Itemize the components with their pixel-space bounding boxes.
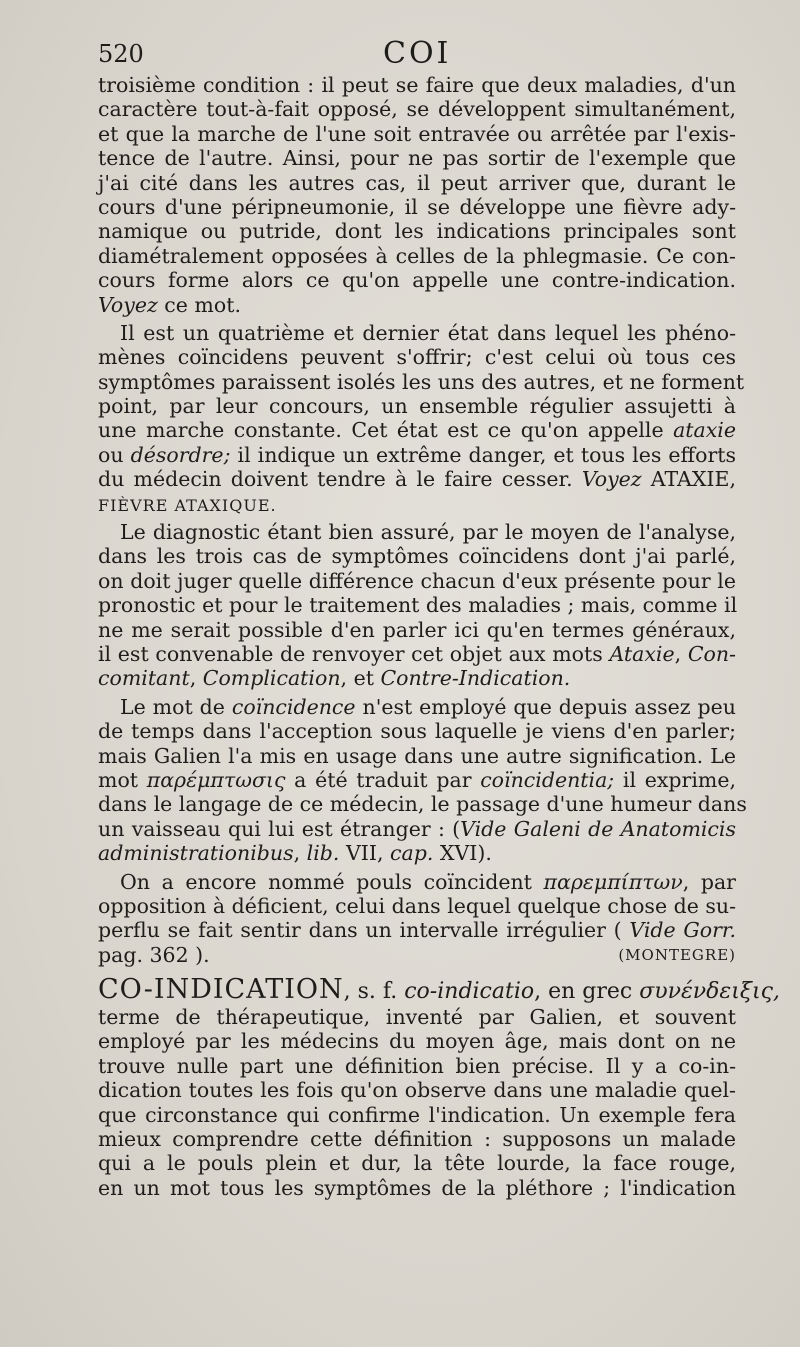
- text-line: [98, 768, 736, 792]
- text-line: cours d'une péripneumonie, il se développe une fièvre ady-: [98, 194, 736, 219]
- text-line: [98, 817, 736, 841]
- text-line: employé par les médecins du moyen âge, mais dont on ne: [98, 1029, 736, 1054]
- italic-text: coïncidence: [231, 694, 356, 719]
- text-line: on doit juger quelle différence chacun d'eux présente pour le: [98, 568, 736, 593]
- greek-text: παρεμπίπτων: [543, 869, 683, 894]
- text-run: ,: [189, 666, 203, 691]
- text-line: [98, 841, 736, 865]
- text-line: namique ou putride, dont les indications principales sont: [98, 219, 736, 244]
- text-run: , s. f.: [343, 979, 405, 1005]
- text-run: il indique un extrême danger, et tous les efforts: [230, 442, 737, 467]
- italic-text: lib.: [306, 841, 340, 866]
- text-line: pronostic et pour le traitement des maladies ; mais, comme il: [98, 593, 738, 618]
- text-line: [98, 642, 736, 666]
- text-line: opposition à déficient, celui dans lequel quelque chose de su-: [98, 893, 737, 918]
- text-line: de temps dans l'acception sous laquelle je viens d'en parler;: [98, 719, 736, 744]
- text-line: [98, 695, 736, 719]
- paragraph-2: [98, 320, 745, 516]
- text-run: ,: [293, 841, 307, 866]
- italic-text: Voyez: [98, 292, 158, 317]
- text-line: mais Galien l'a mis en usage dans une autre signification. Le: [98, 743, 736, 768]
- author-attribution: (MONTEGRE): [618, 945, 736, 964]
- italic-text: cap.: [390, 841, 434, 866]
- text-line: qui a le pouls plein et dur, la tête lourde, la face rouge,: [98, 1151, 736, 1176]
- italic-text: Ataxie: [609, 641, 675, 666]
- text-line: terme de thérapeutique, inventé par Galien, et souvent: [98, 1005, 736, 1030]
- text-line: [98, 443, 736, 467]
- text-run: n'est employé que depuis assez peu: [355, 694, 736, 719]
- paragraph-3: [98, 520, 736, 691]
- paragraph-4: [98, 694, 747, 866]
- text-run: a été traduit par: [285, 767, 481, 792]
- text-run: ,: [674, 641, 688, 666]
- text-line: et que la marche de l'une soit entravée ou arrêtée par l'exis-: [98, 121, 736, 146]
- text-run: une marche constante. Cet état est ce qu'on appelle: [98, 418, 674, 443]
- entry-headword: CO-INDICATION: [98, 974, 344, 1006]
- text-line: symptômes paraissent isolés les uns des autres, et ne forment: [98, 369, 745, 394]
- text-line: [98, 974, 780, 1006]
- text-line: Il est un quatrième et dernier état dans lequel les phéno-: [120, 320, 736, 345]
- greek-text: παρέμπτωσις: [146, 767, 286, 792]
- italic-text: Con-: [687, 641, 736, 666]
- dictionary-entry: [98, 974, 780, 1200]
- text-line: [98, 293, 736, 317]
- italic-text: Voyez: [581, 467, 642, 492]
- text-run: perflu se fait sentir dans un intervalle irrégulier (: [98, 918, 630, 943]
- paragraph-1: [98, 73, 736, 317]
- text-line: j'ai cité dans les autres cas, il peut arriver que, durant le: [98, 170, 736, 195]
- text-line: [98, 492, 736, 516]
- text-line: mènes coïncidens peuvent s'offrir; c'est celui où tous ces: [98, 345, 736, 370]
- text-line: caractère tout-à-fait opposé, se développent simultanément,: [98, 97, 736, 122]
- italic-text: administrationibus: [98, 841, 294, 866]
- text-line: que circonstance qui confirme l'indication. Un exemple fera: [98, 1102, 736, 1127]
- text-run: On a encore nommé pouls coïncident: [120, 869, 544, 894]
- cross-reference: ATAXIE,: [641, 467, 737, 492]
- text-line: [98, 870, 736, 894]
- text-run: ou: [98, 442, 131, 467]
- italic-text: co-indicatio: [404, 979, 535, 1005]
- italic-text: Vide Galeni de Anatomicis: [460, 816, 736, 841]
- text-run: du médecin doivent tendre à le faire cesser.: [98, 467, 582, 492]
- italic-text: Vide Gorr.: [629, 918, 736, 943]
- text-run: il exprime,: [614, 767, 736, 792]
- text-run: un vaisseau qui lui est étranger : (: [98, 816, 461, 841]
- text-line: Le diagnostic étant bien assuré, par le moyen de l'analyse,: [120, 520, 736, 545]
- italic-text: Contre-Indication.: [380, 666, 571, 691]
- text-line: mieux comprendre cette définition : supposons un malade: [98, 1127, 736, 1152]
- text-line: cours forme alors ce qu'on appelle une contre-indication.: [98, 268, 736, 293]
- text-run: Le mot de: [120, 694, 232, 719]
- page-header: [98, 36, 740, 76]
- italic-text: comitant: [98, 666, 190, 691]
- text-run: il est convenable de renvoyer cet objet aux mots: [98, 641, 610, 666]
- page-number: 520: [98, 40, 144, 68]
- italic-text: désordre;: [130, 442, 231, 467]
- running-head: COI: [383, 36, 452, 71]
- text-run: , par: [682, 869, 736, 894]
- text-line: ne me serait possible d'en parler ici qu'en termes généraux,: [98, 617, 736, 642]
- text-line: en un mot tous les symptômes de la pléthore ; l'indication: [98, 1175, 736, 1200]
- italic-text: Complication: [202, 666, 341, 691]
- text-line: point, par leur concours, un ensemble régulier assujetti à: [98, 394, 736, 419]
- text-run: , en grec: [534, 979, 640, 1005]
- text-line: trouve nulle part une définition bien précise. Il y a co-in-: [98, 1053, 736, 1078]
- text-line: [98, 918, 736, 942]
- text-line: dans les trois cas de symptômes coïncidens dont j'ai parlé,: [98, 544, 736, 569]
- text-line: [98, 666, 736, 690]
- text-line: dans le langage de ce médecin, le passage d'une humeur dans: [98, 792, 747, 817]
- text-run: XVI).: [433, 841, 492, 866]
- greek-text: συνένδειξις,: [639, 979, 780, 1005]
- text-line: [98, 943, 736, 967]
- text-line: tence de l'autre. Ainsi, pour ne pas sortir de l'exemple que: [98, 146, 736, 171]
- text-run: pag. 362 ).: [98, 942, 210, 967]
- italic-text: ataxie: [673, 418, 736, 443]
- italic-text: coïncidentia;: [480, 767, 615, 792]
- text-line: dication toutes les fois qu'on observe dans une maladie quel-: [98, 1078, 736, 1103]
- text-run: VII,: [339, 841, 390, 866]
- text-line: troisième condition : il peut se faire que deux maladies, d'un: [98, 73, 736, 97]
- text-line: [98, 418, 736, 442]
- text-run: , et: [340, 666, 381, 691]
- text-line: diamétralement opposées à celles de la phlegmasie. Ce con-: [98, 243, 736, 268]
- text-line: [98, 467, 736, 491]
- text-run: ce mot.: [157, 292, 241, 317]
- cross-reference: FIÈVRE ATAXIQUE.: [98, 495, 277, 515]
- paragraph-5: [98, 870, 736, 968]
- text-run: mot: [98, 767, 147, 792]
- body-text: [98, 73, 780, 1200]
